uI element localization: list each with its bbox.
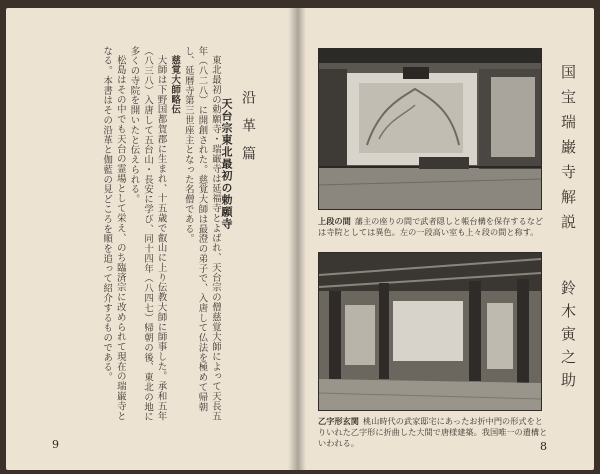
caption-text: 桃山時代の武家邸宅にあったお折中門の形式をとりいれた乙字形に折曲した大間で唐様建築。我国唯一の遺構といわれる。 (318, 416, 548, 448)
left-page (6, 8, 296, 470)
photo-entrance-hall (318, 252, 542, 411)
caption-text: 藩主の座りの間で武者隠しと帳台構を保存するなどは寺院としては異色。左の一段高い室も上々段の間と称す。 (318, 216, 544, 237)
body-paragraph: 東北最初の勅願寺・瑞巌寺は延福寺とよばれ、天台宗の僧慈覚大師によって天長五年（八二八）に開創された。慈覚大師は最澄の弟子で、入唐して仏法を極めて帰朝し、延暦寺第三世座主となった名僧である。 (182, 46, 221, 422)
caption-upper-room (318, 216, 548, 238)
caption-entrance-hall (318, 416, 548, 449)
body-paragraph: 大師は下野国都賀郡に生まれ、十五歳で叡山に上り伝教大師に師事した。承和五年（八三八）入唐して五台山・長安に学び、同十四年（八四七）帰朝の後、東北の地に多くの寺院を開いたと伝えられる。 (128, 46, 167, 422)
right-page (296, 8, 594, 470)
subheading: 慈覚大師略伝 (169, 55, 181, 115)
page-number-left: 9 (52, 438, 59, 451)
body-text (26, 46, 222, 426)
book-title: 国宝瑞巌寺解説 (559, 64, 577, 239)
author-name: 鈴木寅之助 (559, 280, 577, 395)
caption-label: 上段の間 (318, 216, 351, 226)
caption-label: 乙字形玄関 (318, 416, 359, 426)
photo-upper-room (318, 48, 542, 210)
article-title: 天台宗東北最初の勅願寺 (220, 98, 233, 230)
page-number-right: 8 (540, 440, 547, 453)
body-paragraph: 松島はその中でも天台の霊場として栄え、のち臨済宗に改められて現在の瑞巌寺となる。本書はその沿革と伽藍の見どころを順を追って紹介するものである。 (101, 46, 126, 422)
section-heading: 沿革篇 (240, 90, 256, 174)
